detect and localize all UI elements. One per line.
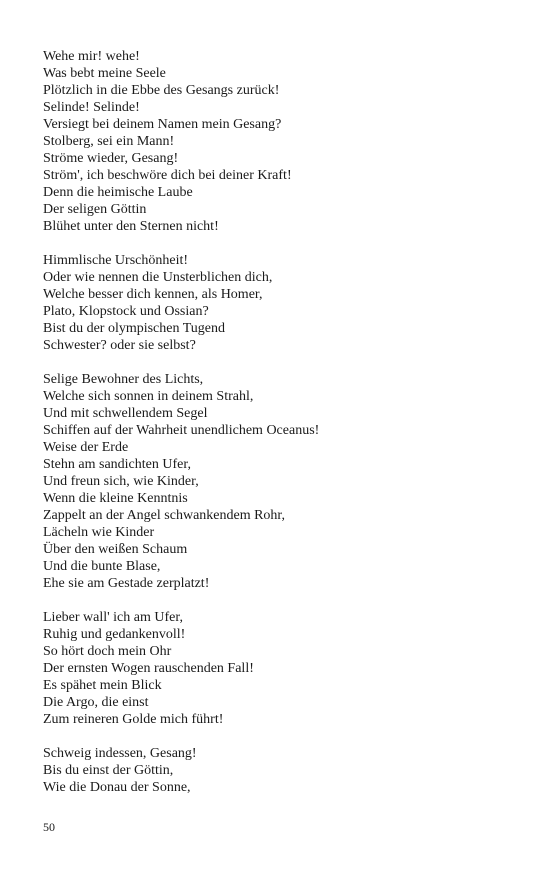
poem-line: Und freun sich, wie Kinder, (43, 474, 199, 489)
poem-line: Plötzlich in die Ebbe des Gesangs zurück! (43, 83, 280, 98)
poem-line: Plato, Klopstock und Ossian? (43, 304, 209, 319)
poem-line: Es spähet mein Blick (43, 678, 162, 693)
poem-line: Zappelt an der Angel schwankendem Rohr, (43, 508, 286, 523)
poem-line: Über den weißen Schaum (43, 542, 188, 557)
poem-line: Die Argo, die einst (43, 695, 149, 710)
poem-line: Und die bunte Blase, (43, 559, 161, 574)
poem-line: Schwester? oder sie selbst? (43, 338, 196, 353)
stanza (43, 48, 523, 235)
poem-line: Stehn am sandichten Ufer, (43, 457, 191, 472)
poem-line: Bist du der olympischen Tugend (43, 321, 226, 336)
poem-line: Ström', ich beschwöre dich bei deiner Kraft! (43, 168, 292, 183)
stanza (43, 371, 523, 592)
stanza (43, 609, 523, 728)
poem-line: Welche sich sonnen in deinem Strahl, (43, 389, 254, 404)
poem-line: Ruhig und gedankenvoll! (43, 627, 186, 642)
poem-line: Lächeln wie Kinder (43, 525, 155, 540)
poem-line: Wenn die kleine Kenntnis (43, 491, 188, 506)
stanza (43, 252, 523, 354)
poem-line: Denn die heimische Laube (43, 185, 193, 200)
poem-line: Ehe sie am Gestade zerplatzt! (43, 576, 210, 591)
poem-line: Selinde! Selinde! (43, 100, 140, 115)
stanza (43, 745, 523, 796)
poem-line: So hört doch mein Ohr (43, 644, 172, 659)
poem-line: Stolberg, sei ein Mann! (43, 134, 175, 149)
poem-line: Und mit schwellendem Segel (43, 406, 208, 421)
poem-line: Ströme wieder, Gesang! (43, 151, 179, 166)
poem-line: Wie die Donau der Sonne, (43, 780, 191, 795)
poem-line: Welche besser dich kennen, als Homer, (43, 287, 263, 302)
poem-line: Wehe mir! wehe! (43, 49, 140, 64)
poem-line: Bis du einst der Göttin, (43, 763, 174, 778)
poem-line: Himmlische Urschönheit! (43, 253, 189, 268)
poem-line: Zum reineren Golde mich führt! (43, 712, 224, 727)
poem-line: Selige Bewohner des Lichts, (43, 372, 204, 387)
poem-line: Lieber wall' ich am Ufer, (43, 610, 183, 625)
poem-line: Der seligen Göttin (43, 202, 147, 217)
poem-line: Blühet unter den Sternen nicht! (43, 219, 219, 234)
poem-line: Was bebt meine Seele (43, 66, 166, 81)
poem-line: Schiffen auf der Wahrheit unendlichem Oceanus! (43, 423, 320, 438)
page-number: 50 (43, 820, 55, 834)
poem-line: Oder wie nennen die Unsterblichen dich, (43, 270, 273, 285)
poem-line: Der ernsten Wogen rauschenden Fall! (43, 661, 254, 676)
poem-line: Schweig indessen, Gesang! (43, 746, 197, 761)
poem-text (43, 48, 523, 813)
poem-line: Versiegt bei deinem Namen mein Gesang? (43, 117, 282, 132)
poem-line: Weise der Erde (43, 440, 129, 455)
